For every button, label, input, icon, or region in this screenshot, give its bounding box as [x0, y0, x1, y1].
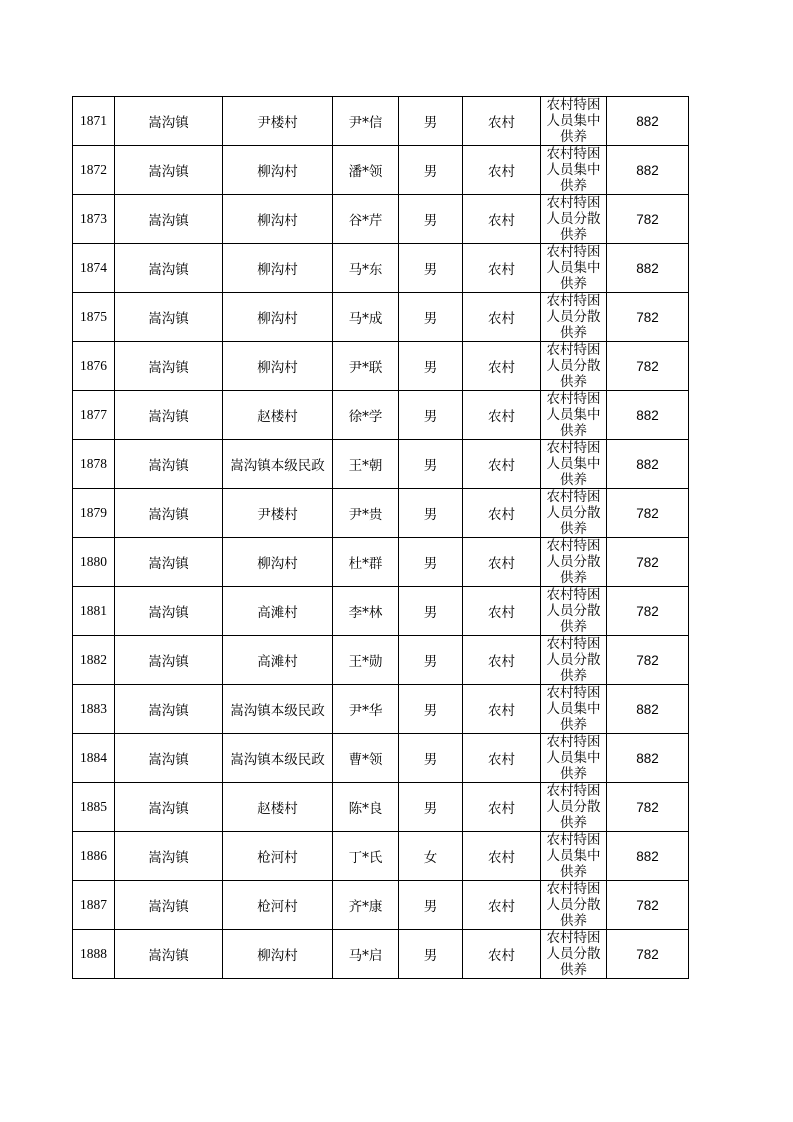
- village-cell: 赵楼村: [223, 783, 333, 832]
- recipient-name-cell: 尹*信: [333, 97, 399, 146]
- support-type-text: 农村特困人员分散供养: [546, 636, 601, 684]
- household-type-cell: 农村: [463, 538, 541, 587]
- recipient-name-cell: 齐*康: [333, 881, 399, 930]
- household-type-cell: 农村: [463, 391, 541, 440]
- village-cell: 柳沟村: [223, 293, 333, 342]
- amount-cell: 782: [607, 195, 689, 244]
- serial-number-cell: 1877: [73, 391, 115, 440]
- recipient-name-cell: 潘*领: [333, 146, 399, 195]
- household-type-cell: 农村: [463, 587, 541, 636]
- recipient-name-cell: 徐*学: [333, 391, 399, 440]
- support-type-text: 农村特困人员分散供养: [546, 342, 601, 390]
- village-cell: 柳沟村: [223, 195, 333, 244]
- serial-number-cell: 1885: [73, 783, 115, 832]
- village-cell: 高滩村: [223, 587, 333, 636]
- town-cell: 嵩沟镇: [115, 538, 223, 587]
- village-cell: 柳沟村: [223, 930, 333, 979]
- village-cell: 柳沟村: [223, 538, 333, 587]
- support-type-cell: [541, 734, 607, 783]
- table-row: [73, 293, 689, 342]
- table-row: [73, 342, 689, 391]
- amount-cell: 782: [607, 342, 689, 391]
- amount-cell: 782: [607, 930, 689, 979]
- gender-cell: 男: [399, 685, 463, 734]
- table-row: [73, 538, 689, 587]
- amount-cell: 782: [607, 783, 689, 832]
- serial-number-cell: 1871: [73, 97, 115, 146]
- support-type-text: 农村特困人员集中供养: [546, 734, 601, 782]
- serial-number-cell: 1876: [73, 342, 115, 391]
- village-cell: 嵩沟镇本级民政: [223, 440, 333, 489]
- table-row: [73, 146, 689, 195]
- village-cell: 柳沟村: [223, 244, 333, 293]
- village-cell: 枪河村: [223, 832, 333, 881]
- town-cell: 嵩沟镇: [115, 146, 223, 195]
- serial-number-cell: 1879: [73, 489, 115, 538]
- household-type-cell: 农村: [463, 146, 541, 195]
- town-cell: 嵩沟镇: [115, 685, 223, 734]
- gender-cell: 男: [399, 636, 463, 685]
- household-type-cell: 农村: [463, 195, 541, 244]
- household-type-cell: 农村: [463, 930, 541, 979]
- table-row: [73, 734, 689, 783]
- table-row: [73, 195, 689, 244]
- village-cell: 尹楼村: [223, 97, 333, 146]
- recipient-name-cell: 陈*良: [333, 783, 399, 832]
- town-cell: 嵩沟镇: [115, 489, 223, 538]
- serial-number-cell: 1884: [73, 734, 115, 783]
- gender-cell: 男: [399, 146, 463, 195]
- recipient-name-cell: 马*成: [333, 293, 399, 342]
- support-type-cell: [541, 832, 607, 881]
- support-type-cell: [541, 881, 607, 930]
- gender-cell: 男: [399, 783, 463, 832]
- support-type-cell: [541, 293, 607, 342]
- amount-cell: 882: [607, 734, 689, 783]
- table-row: [73, 832, 689, 881]
- serial-number-cell: 1874: [73, 244, 115, 293]
- household-type-cell: 农村: [463, 342, 541, 391]
- household-type-cell: 农村: [463, 244, 541, 293]
- gender-cell: 男: [399, 244, 463, 293]
- recipient-name-cell: 尹*贵: [333, 489, 399, 538]
- support-type-text: 农村特困人员集中供养: [546, 97, 601, 145]
- support-type-text: 农村特困人员分散供养: [546, 783, 601, 831]
- serial-number-cell: 1878: [73, 440, 115, 489]
- gender-cell: 男: [399, 342, 463, 391]
- amount-cell: 782: [607, 538, 689, 587]
- amount-cell: 882: [607, 97, 689, 146]
- support-type-cell: [541, 587, 607, 636]
- serial-number-cell: 1875: [73, 293, 115, 342]
- support-type-text: 农村特困人员集中供养: [546, 440, 601, 488]
- recipient-name-cell: 李*林: [333, 587, 399, 636]
- support-type-cell: [541, 930, 607, 979]
- support-type-cell: [541, 244, 607, 293]
- serial-number-cell: 1886: [73, 832, 115, 881]
- amount-cell: 882: [607, 391, 689, 440]
- table-row: [73, 391, 689, 440]
- recipient-name-cell: 尹*联: [333, 342, 399, 391]
- household-type-cell: 农村: [463, 734, 541, 783]
- support-type-text: 农村特困人员集中供养: [546, 244, 601, 292]
- serial-number-cell: 1882: [73, 636, 115, 685]
- gender-cell: 男: [399, 930, 463, 979]
- household-type-cell: 农村: [463, 881, 541, 930]
- table-row: [73, 244, 689, 293]
- gender-cell: 男: [399, 734, 463, 783]
- support-type-text: 农村特困人员集中供养: [546, 391, 601, 439]
- village-cell: 嵩沟镇本级民政: [223, 734, 333, 783]
- amount-cell: 882: [607, 832, 689, 881]
- village-cell: 尹楼村: [223, 489, 333, 538]
- village-cell: 嵩沟镇本级民政: [223, 685, 333, 734]
- town-cell: 嵩沟镇: [115, 195, 223, 244]
- support-type-cell: [541, 146, 607, 195]
- table-row: [73, 881, 689, 930]
- town-cell: 嵩沟镇: [115, 391, 223, 440]
- town-cell: 嵩沟镇: [115, 293, 223, 342]
- support-type-cell: [541, 195, 607, 244]
- table-row: [73, 587, 689, 636]
- gender-cell: 男: [399, 587, 463, 636]
- support-type-text: 农村特困人员集中供养: [546, 146, 601, 194]
- gender-cell: 男: [399, 293, 463, 342]
- table-row: [73, 783, 689, 832]
- serial-number-cell: 1887: [73, 881, 115, 930]
- amount-cell: 782: [607, 587, 689, 636]
- village-cell: 枪河村: [223, 881, 333, 930]
- gender-cell: 男: [399, 97, 463, 146]
- town-cell: 嵩沟镇: [115, 881, 223, 930]
- recipient-name-cell: 马*东: [333, 244, 399, 293]
- table-row: [73, 440, 689, 489]
- table-row: [73, 97, 689, 146]
- household-type-cell: 农村: [463, 293, 541, 342]
- table-row: [73, 930, 689, 979]
- amount-cell: 782: [607, 636, 689, 685]
- table-row: [73, 636, 689, 685]
- support-type-cell: [541, 489, 607, 538]
- support-type-cell: [541, 342, 607, 391]
- household-type-cell: 农村: [463, 783, 541, 832]
- recipient-name-cell: 曹*领: [333, 734, 399, 783]
- gender-cell: 男: [399, 538, 463, 587]
- recipient-name-cell: 王*朝: [333, 440, 399, 489]
- support-type-text: 农村特困人员分散供养: [546, 881, 601, 929]
- table-row: [73, 685, 689, 734]
- support-type-cell: [541, 685, 607, 734]
- village-cell: 柳沟村: [223, 146, 333, 195]
- household-type-cell: 农村: [463, 440, 541, 489]
- recipient-name-cell: 丁*氏: [333, 832, 399, 881]
- gender-cell: 男: [399, 195, 463, 244]
- support-type-text: 农村特困人员分散供养: [546, 293, 601, 341]
- town-cell: 嵩沟镇: [115, 97, 223, 146]
- support-type-text: 农村特困人员分散供养: [546, 195, 601, 243]
- amount-cell: 882: [607, 440, 689, 489]
- town-cell: 嵩沟镇: [115, 636, 223, 685]
- gender-cell: 男: [399, 391, 463, 440]
- town-cell: 嵩沟镇: [115, 244, 223, 293]
- amount-cell: 882: [607, 244, 689, 293]
- gender-cell: 男: [399, 489, 463, 538]
- gender-cell: 男: [399, 881, 463, 930]
- support-type-text: 农村特困人员分散供养: [546, 489, 601, 537]
- amount-cell: 782: [607, 489, 689, 538]
- support-type-text: 农村特困人员集中供养: [546, 685, 601, 733]
- support-type-text: 农村特困人员分散供养: [546, 587, 601, 635]
- town-cell: 嵩沟镇: [115, 342, 223, 391]
- town-cell: 嵩沟镇: [115, 930, 223, 979]
- amount-cell: 882: [607, 685, 689, 734]
- village-cell: 柳沟村: [223, 342, 333, 391]
- amount-cell: 882: [607, 146, 689, 195]
- recipient-name-cell: 谷*芹: [333, 195, 399, 244]
- household-type-cell: 农村: [463, 489, 541, 538]
- support-type-cell: [541, 538, 607, 587]
- household-type-cell: 农村: [463, 636, 541, 685]
- support-type-cell: [541, 440, 607, 489]
- household-type-cell: 农村: [463, 832, 541, 881]
- recipient-name-cell: 杜*群: [333, 538, 399, 587]
- support-type-cell: [541, 783, 607, 832]
- support-type-cell: [541, 391, 607, 440]
- relief-recipients-table: [72, 96, 689, 979]
- serial-number-cell: 1888: [73, 930, 115, 979]
- town-cell: 嵩沟镇: [115, 587, 223, 636]
- serial-number-cell: 1873: [73, 195, 115, 244]
- support-type-text: 农村特困人员分散供养: [546, 930, 601, 978]
- serial-number-cell: 1872: [73, 146, 115, 195]
- town-cell: 嵩沟镇: [115, 832, 223, 881]
- gender-cell: 男: [399, 440, 463, 489]
- table-body: [73, 97, 689, 979]
- recipient-name-cell: 王*勋: [333, 636, 399, 685]
- serial-number-cell: 1881: [73, 587, 115, 636]
- town-cell: 嵩沟镇: [115, 734, 223, 783]
- village-cell: 高滩村: [223, 636, 333, 685]
- support-type-text: 农村特困人员分散供养: [546, 538, 601, 586]
- gender-cell: 女: [399, 832, 463, 881]
- serial-number-cell: 1883: [73, 685, 115, 734]
- support-type-cell: [541, 97, 607, 146]
- village-cell: 赵楼村: [223, 391, 333, 440]
- town-cell: 嵩沟镇: [115, 440, 223, 489]
- support-type-text: 农村特困人员集中供养: [546, 832, 601, 880]
- recipient-name-cell: 尹*华: [333, 685, 399, 734]
- household-type-cell: 农村: [463, 685, 541, 734]
- household-type-cell: 农村: [463, 97, 541, 146]
- table-row: [73, 489, 689, 538]
- support-type-cell: [541, 636, 607, 685]
- recipient-name-cell: 马*启: [333, 930, 399, 979]
- serial-number-cell: 1880: [73, 538, 115, 587]
- amount-cell: 782: [607, 293, 689, 342]
- town-cell: 嵩沟镇: [115, 783, 223, 832]
- amount-cell: 782: [607, 881, 689, 930]
